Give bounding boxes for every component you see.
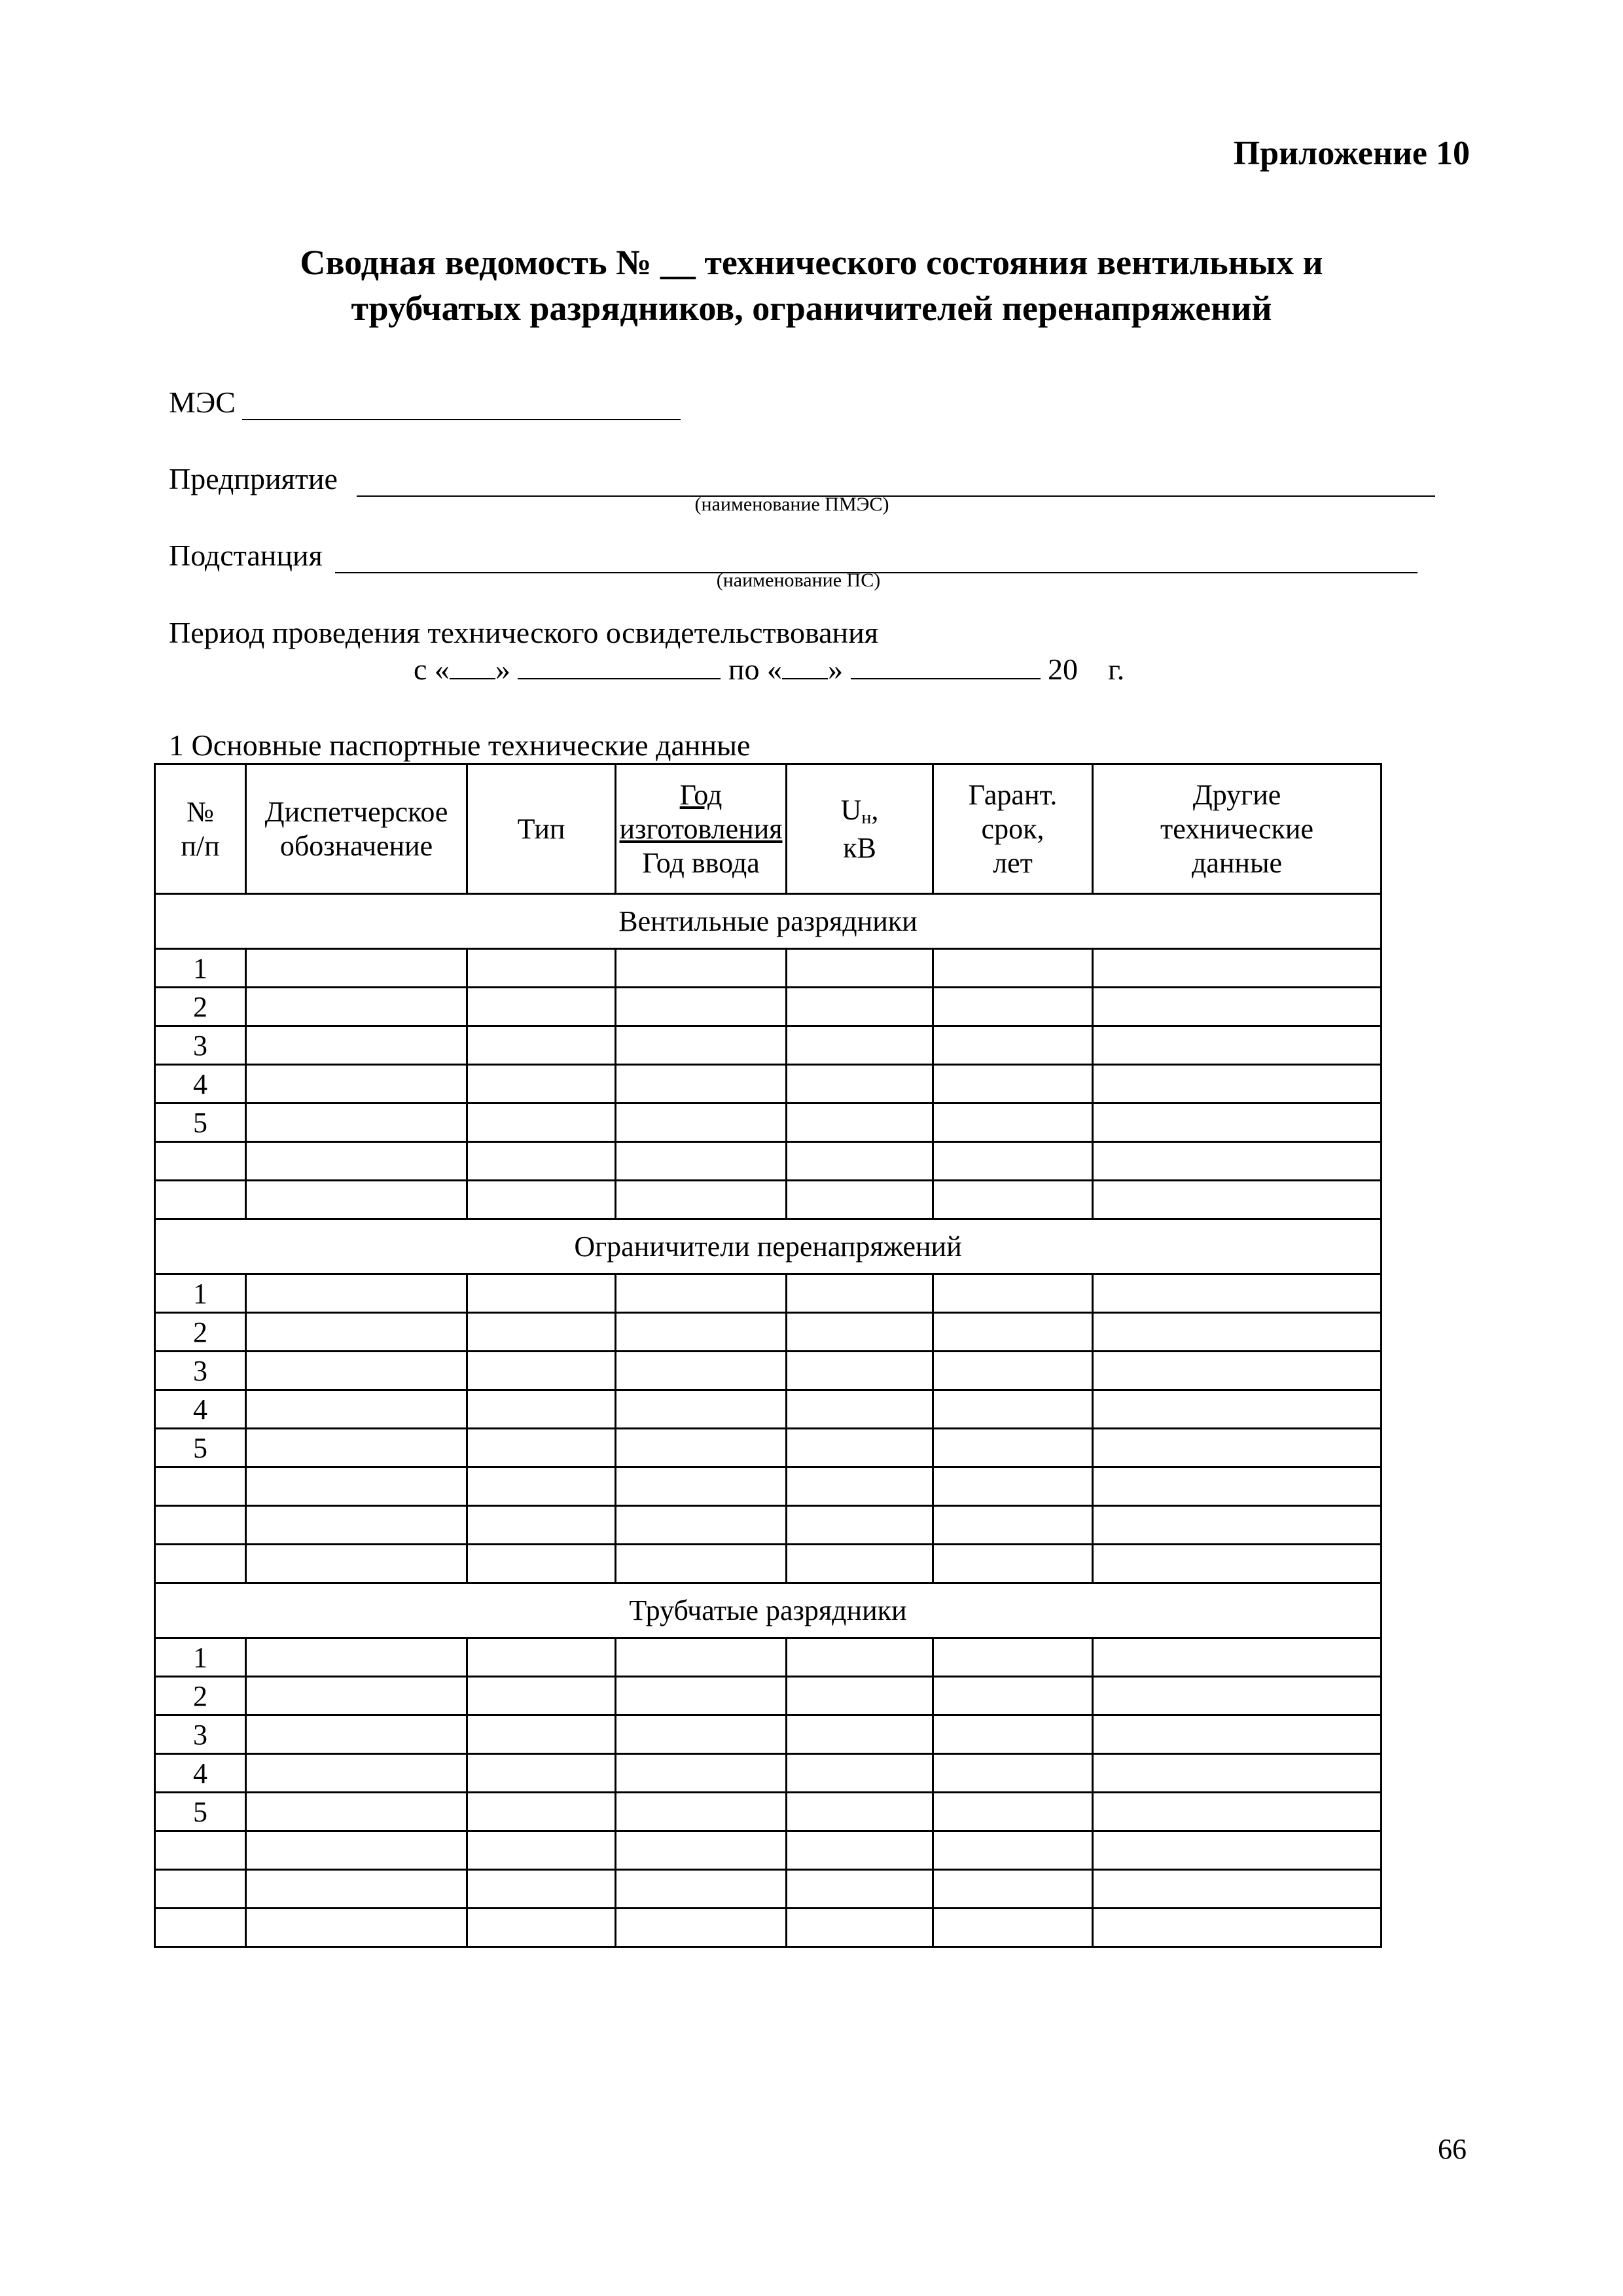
table-cell[interactable] — [616, 1352, 787, 1390]
from-month-field[interactable] — [518, 652, 721, 679]
table-cell[interactable] — [1093, 1026, 1382, 1065]
enterprise-hint: (наименование ПМЭС) — [694, 493, 889, 515]
title-line-2: трубчатых разрядников, ограничителей перенапряжений — [351, 289, 1272, 328]
row-number: 4 — [155, 1390, 246, 1429]
table-row — [155, 1181, 1382, 1219]
table-cell[interactable] — [467, 1793, 616, 1831]
row-number — [155, 1142, 246, 1181]
row-number — [155, 1831, 246, 1870]
table-cell[interactable] — [616, 1793, 787, 1831]
table-cell[interactable] — [1093, 1870, 1382, 1909]
table-cell[interactable] — [616, 1831, 787, 1870]
table-cell[interactable] — [246, 1506, 467, 1545]
table-cell[interactable] — [787, 1793, 933, 1831]
table-cell[interactable] — [616, 1754, 787, 1793]
table-row — [155, 1065, 1382, 1103]
table-cell[interactable] — [1093, 988, 1382, 1026]
from-close-quote: » — [495, 653, 510, 686]
table-cell[interactable] — [787, 988, 933, 1026]
table-cell[interactable] — [787, 1467, 933, 1506]
table-cell[interactable] — [467, 1506, 616, 1545]
mes-field[interactable] — [242, 419, 681, 420]
table-cell[interactable] — [1093, 1274, 1382, 1313]
table-cell[interactable] — [933, 1429, 1093, 1467]
table-cell[interactable] — [246, 1352, 467, 1390]
table-cell[interactable] — [246, 1313, 467, 1352]
table-cell[interactable] — [246, 1909, 467, 1947]
table-cell[interactable] — [787, 1181, 933, 1219]
mes-label: МЭС — [169, 386, 236, 419]
table-cell[interactable] — [616, 1677, 787, 1715]
to-close-quote: » — [828, 653, 844, 686]
table-cell[interactable] — [616, 1103, 787, 1142]
row-number: 2 — [155, 1677, 246, 1715]
table-cell[interactable] — [246, 949, 467, 988]
row-number — [155, 1545, 246, 1583]
table-cell[interactable] — [933, 1793, 1093, 1831]
table-cell[interactable] — [246, 1142, 467, 1181]
table-row — [155, 949, 1382, 988]
table-cell[interactable] — [467, 1909, 616, 1947]
row-number: 3 — [155, 1026, 246, 1065]
table-row — [155, 1793, 1382, 1831]
table-row — [155, 1638, 1382, 1677]
table-cell[interactable] — [616, 1638, 787, 1677]
table-cell[interactable] — [933, 1677, 1093, 1715]
table-cell[interactable] — [933, 1142, 1093, 1181]
table-cell[interactable] — [787, 1390, 933, 1429]
row-number: 5 — [155, 1793, 246, 1831]
table-cell[interactable] — [616, 1313, 787, 1352]
row-number: 3 — [155, 1715, 246, 1754]
table-cell[interactable] — [246, 988, 467, 1026]
table-cell[interactable] — [1093, 1352, 1382, 1390]
section-title: 1 Основные паспортные технические данные — [169, 728, 751, 762]
table-cell[interactable] — [1093, 1638, 1382, 1677]
table-cell[interactable] — [616, 1467, 787, 1506]
to-label: по « — [728, 653, 783, 686]
table-cell[interactable] — [1093, 1793, 1382, 1831]
table-row — [155, 1506, 1382, 1545]
substation-hint: (наименование ПС) — [716, 569, 881, 591]
from-day-field[interactable] — [450, 652, 495, 679]
table-cell[interactable] — [616, 1715, 787, 1754]
period-label: Период проведения технического освидетельствования — [169, 616, 878, 649]
table-row — [155, 1103, 1382, 1142]
row-number: 2 — [155, 988, 246, 1026]
table-cell[interactable] — [933, 1715, 1093, 1754]
table-cell[interactable] — [787, 1715, 933, 1754]
row-number — [155, 1181, 246, 1219]
table-cell[interactable] — [787, 1313, 933, 1352]
table-cell[interactable] — [246, 1754, 467, 1793]
table-cell[interactable] — [933, 1754, 1093, 1793]
header-dispatch-designation: Диспетчерское обозначение — [246, 764, 467, 894]
row-number — [155, 1870, 246, 1909]
header-voltage: $U_н$, кВ — [787, 764, 933, 894]
table-cell[interactable] — [933, 988, 1093, 1026]
table-row — [155, 1313, 1382, 1352]
table-body — [155, 894, 1382, 1947]
group-title: Ограничители перенапряжений — [155, 1219, 1382, 1274]
table-cell[interactable] — [1093, 1831, 1382, 1870]
table-row — [155, 1831, 1382, 1870]
table-cell[interactable] — [787, 1506, 933, 1545]
group-header-row — [155, 1219, 1382, 1274]
table-cell[interactable] — [933, 1467, 1093, 1506]
table-cell[interactable] — [467, 1467, 616, 1506]
table-cell[interactable] — [246, 1831, 467, 1870]
table-cell[interactable] — [1093, 1065, 1382, 1103]
table-cell[interactable] — [787, 1026, 933, 1065]
table-cell[interactable] — [467, 1870, 616, 1909]
table-cell[interactable] — [1093, 1313, 1382, 1352]
table-cell[interactable] — [467, 1142, 616, 1181]
table-cell[interactable] — [1093, 1181, 1382, 1219]
table-cell[interactable] — [787, 1274, 933, 1313]
period-dates — [414, 652, 1124, 687]
table-cell[interactable] — [1093, 1429, 1382, 1467]
table-cell[interactable] — [246, 1390, 467, 1429]
header-number: № п/п — [155, 764, 246, 894]
table-cell[interactable] — [467, 1831, 616, 1870]
header-type: Тип — [467, 764, 616, 894]
group-title: Трубчатые разрядники — [155, 1583, 1382, 1638]
table-cell[interactable] — [1093, 1103, 1382, 1142]
table-cell[interactable] — [246, 1715, 467, 1754]
table-cell[interactable] — [467, 1313, 616, 1352]
table-cell[interactable] — [467, 1181, 616, 1219]
table-cell[interactable] — [616, 1026, 787, 1065]
table-cell[interactable] — [787, 1754, 933, 1793]
table-cell[interactable] — [933, 949, 1093, 988]
table-cell[interactable] — [246, 1467, 467, 1506]
header-other-data: Другие технические данные — [1093, 764, 1382, 894]
table-cell[interactable] — [246, 1677, 467, 1715]
table-cell[interactable] — [933, 1352, 1093, 1390]
table-cell[interactable] — [616, 1909, 787, 1947]
table-cell[interactable] — [1093, 1506, 1382, 1545]
table-cell[interactable] — [467, 988, 616, 1026]
title-line-1: Сводная ведомость № __ технического состояния вентильных и — [300, 243, 1323, 282]
table-row — [155, 1274, 1382, 1313]
to-day-field[interactable] — [782, 652, 828, 679]
row-number — [155, 1506, 246, 1545]
table-cell[interactable] — [467, 949, 616, 988]
table-row — [155, 1467, 1382, 1506]
table-cell[interactable] — [787, 1142, 933, 1181]
table-cell[interactable] — [1093, 1467, 1382, 1506]
table-cell[interactable] — [787, 1677, 933, 1715]
table-row — [155, 1390, 1382, 1429]
table-cell[interactable] — [246, 1274, 467, 1313]
table-cell[interactable] — [467, 1638, 616, 1677]
header-warranty: Гарант. срок, лет — [933, 764, 1093, 894]
table-cell[interactable] — [787, 1352, 933, 1390]
table-cell[interactable] — [616, 1065, 787, 1103]
row-number: 3 — [155, 1352, 246, 1390]
table-cell[interactable] — [467, 1065, 616, 1103]
appendix-label: Приложение 10 — [1233, 135, 1470, 172]
table-cell[interactable] — [467, 1103, 616, 1142]
table-cell[interactable] — [467, 1026, 616, 1065]
row-number: 5 — [155, 1429, 246, 1467]
table-cell[interactable] — [787, 1870, 933, 1909]
table-cell[interactable] — [933, 1870, 1093, 1909]
group-header-row — [155, 894, 1382, 949]
table-cell[interactable] — [933, 1638, 1093, 1677]
table-cell[interactable] — [933, 1390, 1093, 1429]
table-cell[interactable] — [787, 1638, 933, 1677]
table-row — [155, 1909, 1382, 1947]
table-row — [155, 1352, 1382, 1390]
row-number: 2 — [155, 1313, 246, 1352]
table-cell[interactable] — [787, 1429, 933, 1467]
table-row — [155, 1026, 1382, 1065]
row-number: 1 — [155, 1638, 246, 1677]
table-cell[interactable] — [787, 1545, 933, 1583]
table-cell[interactable] — [467, 1352, 616, 1390]
table-cell[interactable] — [467, 1390, 616, 1429]
table-cell[interactable] — [616, 1506, 787, 1545]
table-cell[interactable] — [616, 1870, 787, 1909]
table-row — [155, 1142, 1382, 1181]
table-cell[interactable] — [933, 1831, 1093, 1870]
table-cell[interactable] — [467, 1677, 616, 1715]
table-row — [155, 1677, 1382, 1715]
to-month-field[interactable] — [851, 652, 1041, 679]
table-row — [155, 1545, 1382, 1583]
row-number: 4 — [155, 1065, 246, 1103]
from-label: с « — [414, 653, 450, 686]
table-cell[interactable] — [246, 1638, 467, 1677]
table-cell[interactable] — [246, 1793, 467, 1831]
table-cell[interactable] — [467, 1545, 616, 1583]
table-cell[interactable] — [933, 1065, 1093, 1103]
table-cell[interactable] — [787, 1065, 933, 1103]
table-cell[interactable] — [616, 1429, 787, 1467]
enterprise-label: Предприятие — [169, 462, 338, 495]
year-prefix: 20 — [1048, 653, 1079, 686]
table-cell[interactable] — [246, 1870, 467, 1909]
table-cell[interactable] — [246, 1545, 467, 1583]
table-cell[interactable] — [616, 1274, 787, 1313]
table-cell[interactable] — [933, 1313, 1093, 1352]
table-cell[interactable] — [467, 1715, 616, 1754]
row-number: 1 — [155, 1274, 246, 1313]
table-cell[interactable] — [467, 1754, 616, 1793]
table-cell[interactable] — [787, 1831, 933, 1870]
header-year: Год изготовления Год ввода — [616, 764, 787, 894]
row-number: 1 — [155, 949, 246, 988]
table-row — [155, 1429, 1382, 1467]
table-cell[interactable] — [1093, 1909, 1382, 1947]
table-cell[interactable] — [933, 1909, 1093, 1947]
table-header-row — [155, 764, 1382, 894]
table-cell[interactable] — [933, 1026, 1093, 1065]
table-cell[interactable] — [616, 1142, 787, 1181]
table-cell[interactable] — [787, 1103, 933, 1142]
group-header-row — [155, 1583, 1382, 1638]
table-row — [155, 1754, 1382, 1793]
table-cell[interactable] — [1093, 1390, 1382, 1429]
table-cell[interactable] — [616, 988, 787, 1026]
table-row — [155, 1870, 1382, 1909]
table-row — [155, 988, 1382, 1026]
table-cell[interactable] — [1093, 1545, 1382, 1583]
table-cell[interactable] — [616, 1545, 787, 1583]
table-cell[interactable] — [246, 1065, 467, 1103]
row-number — [155, 1467, 246, 1506]
table-cell[interactable] — [1093, 1754, 1382, 1793]
table-cell[interactable] — [246, 1026, 467, 1065]
table-cell[interactable] — [933, 1545, 1093, 1583]
table-cell[interactable] — [1093, 949, 1382, 988]
row-number — [155, 1909, 246, 1947]
table-cell[interactable] — [933, 1506, 1093, 1545]
substation-label: Подстанция — [169, 539, 323, 572]
year-suffix: г. — [1108, 653, 1125, 686]
table-cell[interactable] — [246, 1103, 467, 1142]
table-cell[interactable] — [616, 1390, 787, 1429]
table-cell[interactable] — [933, 1274, 1093, 1313]
table-cell[interactable] — [1093, 1142, 1382, 1181]
table-row — [155, 1715, 1382, 1754]
table-cell[interactable] — [246, 1429, 467, 1467]
table-cell[interactable] — [787, 949, 933, 988]
table-cell[interactable] — [246, 1181, 467, 1219]
table-cell[interactable] — [787, 1909, 933, 1947]
table-cell[interactable] — [616, 1181, 787, 1219]
table-cell[interactable] — [616, 949, 787, 988]
table-cell[interactable] — [933, 1103, 1093, 1142]
table-cell[interactable] — [1093, 1677, 1382, 1715]
table-cell[interactable] — [1093, 1715, 1382, 1754]
table-cell[interactable] — [467, 1274, 616, 1313]
table-cell[interactable] — [467, 1429, 616, 1467]
page-number: 66 — [1438, 2133, 1467, 2165]
passport-data-table — [154, 763, 1382, 1948]
row-number: 5 — [155, 1103, 246, 1142]
group-title: Вентильные разрядники — [155, 894, 1382, 949]
table-cell[interactable] — [933, 1181, 1093, 1219]
document-title — [0, 240, 1623, 331]
row-number: 4 — [155, 1754, 246, 1793]
